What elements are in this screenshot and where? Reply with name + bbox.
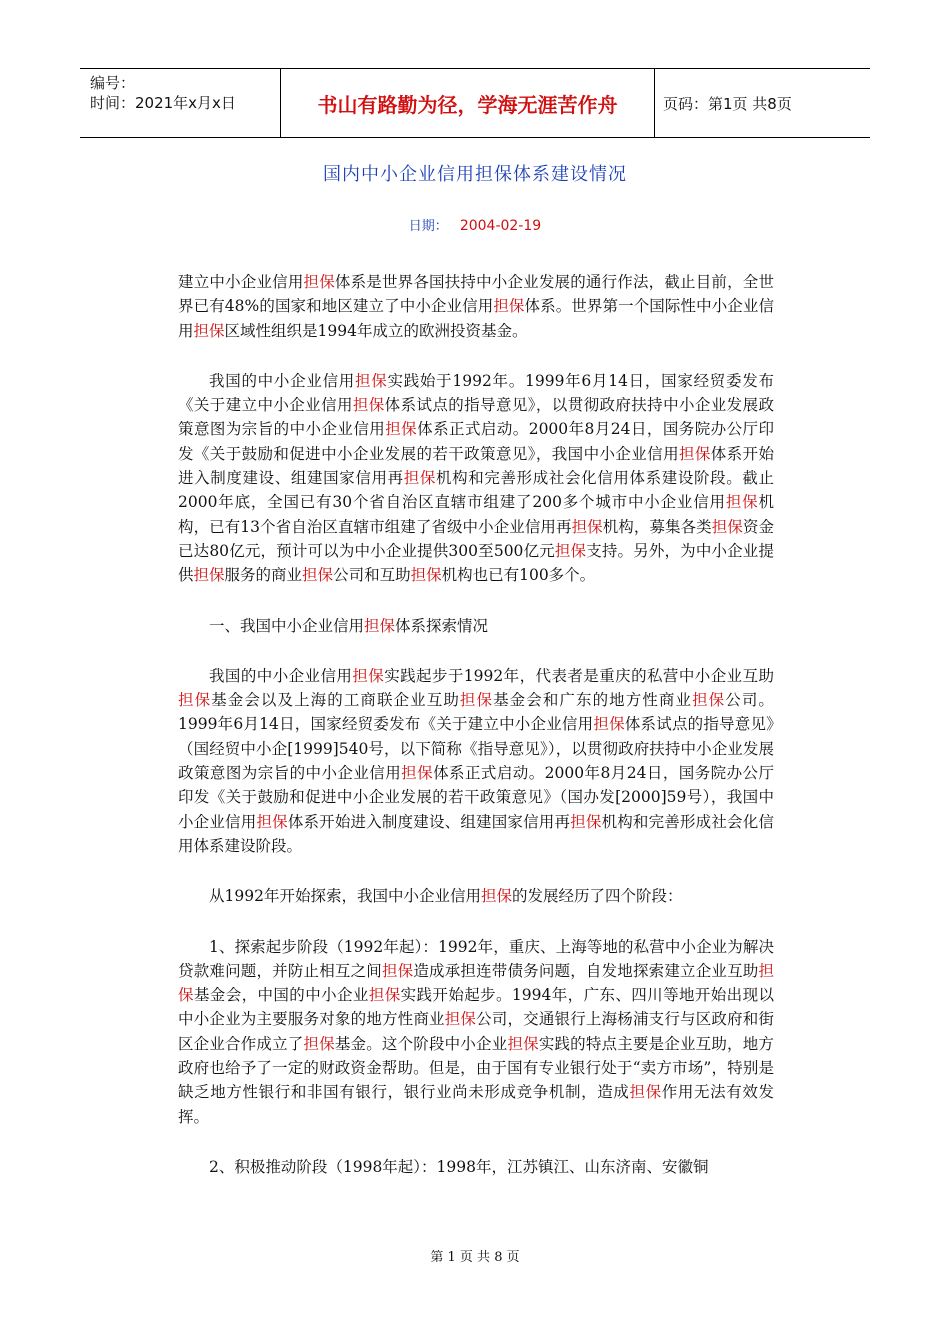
date-label: 日期： (408, 219, 448, 234)
header-motto: 书山有路勤为径，学海无涯苦作舟 (281, 69, 655, 137)
highlighted-term: 担保 (256, 812, 288, 831)
highlighted-term: 担保 (178, 961, 774, 1005)
highlighted-term: 担保 (368, 986, 401, 1005)
highlighted-term: 担保 (193, 566, 225, 585)
highlighted-term: 担保 (444, 1010, 477, 1029)
highlighted-term: 担保 (554, 541, 587, 560)
highlighted-term: 担保 (692, 691, 726, 710)
date-value: 2004-02-19 (459, 218, 542, 234)
highlighted-term: 担保 (401, 764, 434, 783)
highlighted-term: 担保 (403, 469, 436, 488)
highlighted-term: 担保 (507, 1034, 539, 1053)
highlighted-term: 担保 (302, 566, 334, 585)
body-paragraph: 2、积极推动阶段（1998年起）：1998年，江苏镇江、山东济南、安徽铜 (209, 1157, 709, 1176)
highlighted-term: 担保 (178, 691, 212, 710)
document-title: 国内中小企业信用担保体系建设情况 (323, 164, 627, 185)
highlighted-term: 担保 (410, 566, 442, 585)
highlighted-term: 担保 (480, 887, 512, 906)
header-page-info: 页码：第1页 共8页 (663, 94, 792, 113)
body-paragraph: 我国的中小企业信用担保实践始于1992年。1999年6月14日，国家经贸委发布《关于建立中小企业信用担保体系试点的指导意见》，以贯彻政府扶持中小企业发展政策意图为宗旨的中小企业信用担保体系正式启动。2000年8月24日，国务院办公厅印发《关于鼓励和促进中小企业发展的若干政策意见》，我国中小企业信用担保体系开始进入制度建设、组建国家信用再担保机构和完善形成社会化信用体系建设阶段。截止2000年底，全国已有30个省自治区直辖市组建了200多个城市中小企业信用担保机构，已有13个省自治区直辖市组建了省级中小企业信用再担保机构，募集各类担保资金已达80亿元，预计可以为中小企业提供300至500亿元担保支持。另外，为中小企业提供担保服务的商业担保公司和互助担保机构也已有100多个。 (178, 371, 774, 585)
highlighted-term: 担保 (459, 691, 494, 710)
highlighted-term: 担保 (352, 396, 385, 415)
time-label: 时间：2021年x月x日 (90, 94, 236, 112)
body-paragraph: 1、探索起步阶段（1992年起）：1992年，重庆、上海等地的私营中小企业为解决贷款难问题，并防止相互之间担保造成承担连带债务问题，自发地探索建立企业互助担保基金会，中国的中小企业担保实践开始起步。1994年，广东、四川等地开始出现以中小企业为主要服务对象的地方性商业担保公司，交通银行上海杨浦支行与区政府和街区企业合作成立了担保基金。这个阶段中小企业担保实践的特点主要是企业互助，地方政府也给予了一定的财政资金帮助。但是，由于国有专业银行处于“卖方市场”，特别是缺乏地方性银行和非国有银行，银行业尚未形成竞争机制，造成担保作用无法有效发挥。 (178, 937, 774, 1126)
highlighted-term: 担保 (571, 517, 603, 536)
header-info-cell (80, 69, 281, 137)
highlighted-term: 担保 (570, 812, 602, 831)
highlighted-term: 担保 (385, 420, 418, 439)
highlighted-term: 担保 (629, 1083, 662, 1102)
document-date (0, 215, 950, 234)
body-paragraph: 建立中小企业信用担保体系是世界各国扶持中小企业发展的通行作法，截止目前，全世界已有48%的国家和地区建立了中小企业信用担保体系。世界第一个国际性中小企业信用担保区域性组织是1994年成立的欧洲投资基金。 (178, 273, 774, 340)
highlighted-term: 担保 (303, 1034, 335, 1053)
highlighted-term: 担保 (493, 297, 525, 316)
body-paragraph: 从1992年开始探索，我国中小企业信用担保的发展经历了四个阶段： (209, 887, 683, 906)
highlighted-term: 担保 (381, 961, 414, 980)
body-paragraph: 一、我国中小企业信用担保体系探索情况 (209, 616, 489, 635)
highlighted-term: 担保 (593, 715, 625, 734)
highlighted-term: 担保 (725, 493, 759, 512)
body-paragraph: 我国的中小企业信用担保实践起步于1992年，代表者是重庆的私营中小企业互助担保基金会以及上海的工商联企业互助担保基金会和广东的地方性商业担保公司。1999年6月14日，国家经贸委发布《关于建立中小企业信用担保体系试点的指导意见》（国经贸中小企[1999]540号，以下简称《指导意见》），以贯彻政府扶持中小企业发展政策意图为宗旨的中小企业信用担保体系正式启动。2000年8月24日，国务院办公厅印发《关于鼓励和促进中小企业发展的若干政策意见》（国办发[2000]59号），我国中小企业信用担保体系开始进入制度建设、组建国家信用再担保机构和完善形成社会化信用体系建设阶段。 (178, 666, 774, 855)
highlighted-term: 担保 (355, 371, 388, 390)
document-body (178, 270, 774, 1205)
highlighted-term: 担保 (352, 666, 385, 685)
number-label: 编号： (90, 74, 136, 92)
highlighted-term: 担保 (711, 517, 743, 536)
page-footer: 第 1 页 共 8 页 (430, 1250, 520, 1265)
highlighted-term: 担保 (303, 273, 335, 291)
highlighted-term: 担保 (364, 616, 396, 635)
highlighted-term: 担保 (193, 321, 225, 340)
highlighted-term: 担保 (678, 444, 711, 463)
page-header (80, 68, 870, 138)
